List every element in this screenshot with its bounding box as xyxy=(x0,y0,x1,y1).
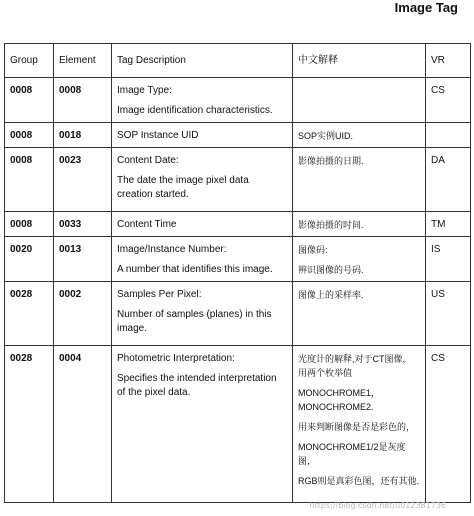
vr-cell: IS xyxy=(426,237,471,282)
chinese-cell xyxy=(293,123,426,148)
group-cell: 0008 xyxy=(5,78,54,123)
chinese-cell xyxy=(293,78,426,123)
element-cell: 0004 xyxy=(54,346,112,503)
chinese-line: MONOCHROME1，MONOCHROME2. xyxy=(298,388,381,412)
table-body xyxy=(5,78,471,503)
table-row xyxy=(5,282,471,346)
element-cell: 0018 xyxy=(54,123,112,148)
header-chinese: 中文解释 xyxy=(293,44,426,78)
chinese-cell xyxy=(293,148,426,212)
header-group: Group xyxy=(5,44,54,78)
vr-cell xyxy=(426,123,471,148)
element-cell: 0023 xyxy=(54,148,112,212)
vr-cell: US xyxy=(426,282,471,346)
description-line: Number of samples (planes) in this image. xyxy=(117,309,272,334)
description-line: Samples Per Pixel: xyxy=(117,289,202,300)
description-cell xyxy=(112,237,293,282)
chinese-line: 影像拍摄的日期. xyxy=(298,156,364,166)
vr-cell: CS xyxy=(426,78,471,123)
description-line: Image identification characteristics. xyxy=(117,105,273,116)
chinese-line: RGB则是真彩色图，还有其他. xyxy=(298,476,420,486)
header-description: Tag Description xyxy=(112,44,293,78)
group-cell: 0008 xyxy=(5,123,54,148)
tag-table xyxy=(4,43,471,503)
description-line: Content Time xyxy=(117,219,177,230)
document-title: Image Tag xyxy=(394,0,458,15)
description-line: Image/Instance Number: xyxy=(117,244,227,255)
chinese-line: 光度计的解释,对于CT图像，用两个枚举值 xyxy=(298,354,412,378)
description-cell xyxy=(112,282,293,346)
table-row xyxy=(5,148,471,212)
description-cell xyxy=(112,212,293,237)
table-row xyxy=(5,78,471,123)
chinese-line: SOP实例UID. xyxy=(298,131,354,141)
table-row xyxy=(5,123,471,148)
description-cell xyxy=(112,78,293,123)
element-cell: 0008 xyxy=(54,78,112,123)
table-row xyxy=(5,212,471,237)
vr-cell: TM xyxy=(426,212,471,237)
description-cell xyxy=(112,123,293,148)
group-cell: 0008 xyxy=(5,212,54,237)
vr-cell: CS xyxy=(426,346,471,503)
chinese-cell xyxy=(293,212,426,237)
watermark: https://blog.csdn.net/u012381736 xyxy=(309,501,446,510)
group-cell: 0008 xyxy=(5,148,54,212)
element-cell: 0033 xyxy=(54,212,112,237)
chinese-line: 影像拍摄的时间. xyxy=(298,220,364,230)
chinese-line: 辨识图像的号码. xyxy=(298,265,364,275)
description-line: Content Date: xyxy=(117,155,179,166)
chinese-line: MONOCHROME1/2是灰度图， xyxy=(298,442,406,466)
chinese-cell xyxy=(293,282,426,346)
description-line: Photometric Interpretation: xyxy=(117,353,235,364)
group-cell: 0028 xyxy=(5,346,54,503)
chinese-cell xyxy=(293,346,426,503)
group-cell: 0020 xyxy=(5,237,54,282)
chinese-cell xyxy=(293,237,426,282)
element-cell: 0002 xyxy=(54,282,112,346)
table-row xyxy=(5,346,471,503)
description-cell xyxy=(112,148,293,212)
description-cell xyxy=(112,346,293,503)
header-element: Element xyxy=(54,44,112,78)
description-line: Specifies the intended interpretation of the pixel data. xyxy=(117,373,277,398)
table-row xyxy=(5,237,471,282)
header-vr: VR xyxy=(426,44,471,78)
vr-cell: DA xyxy=(426,148,471,212)
chinese-line: 用来判断图像是否是彩色的， xyxy=(298,422,416,432)
element-cell: 0013 xyxy=(54,237,112,282)
chinese-line: 图像上的采样率. xyxy=(298,290,364,300)
description-line: SOP Instance UID xyxy=(117,130,199,141)
group-cell: 0028 xyxy=(5,282,54,346)
description-line: A number that identifies this image. xyxy=(117,264,273,275)
table-header-row xyxy=(5,44,471,78)
chinese-line: 图像码: xyxy=(298,245,328,255)
description-line: Image Type: xyxy=(117,85,172,96)
description-line: The date the image pixel data creation started. xyxy=(117,175,249,200)
